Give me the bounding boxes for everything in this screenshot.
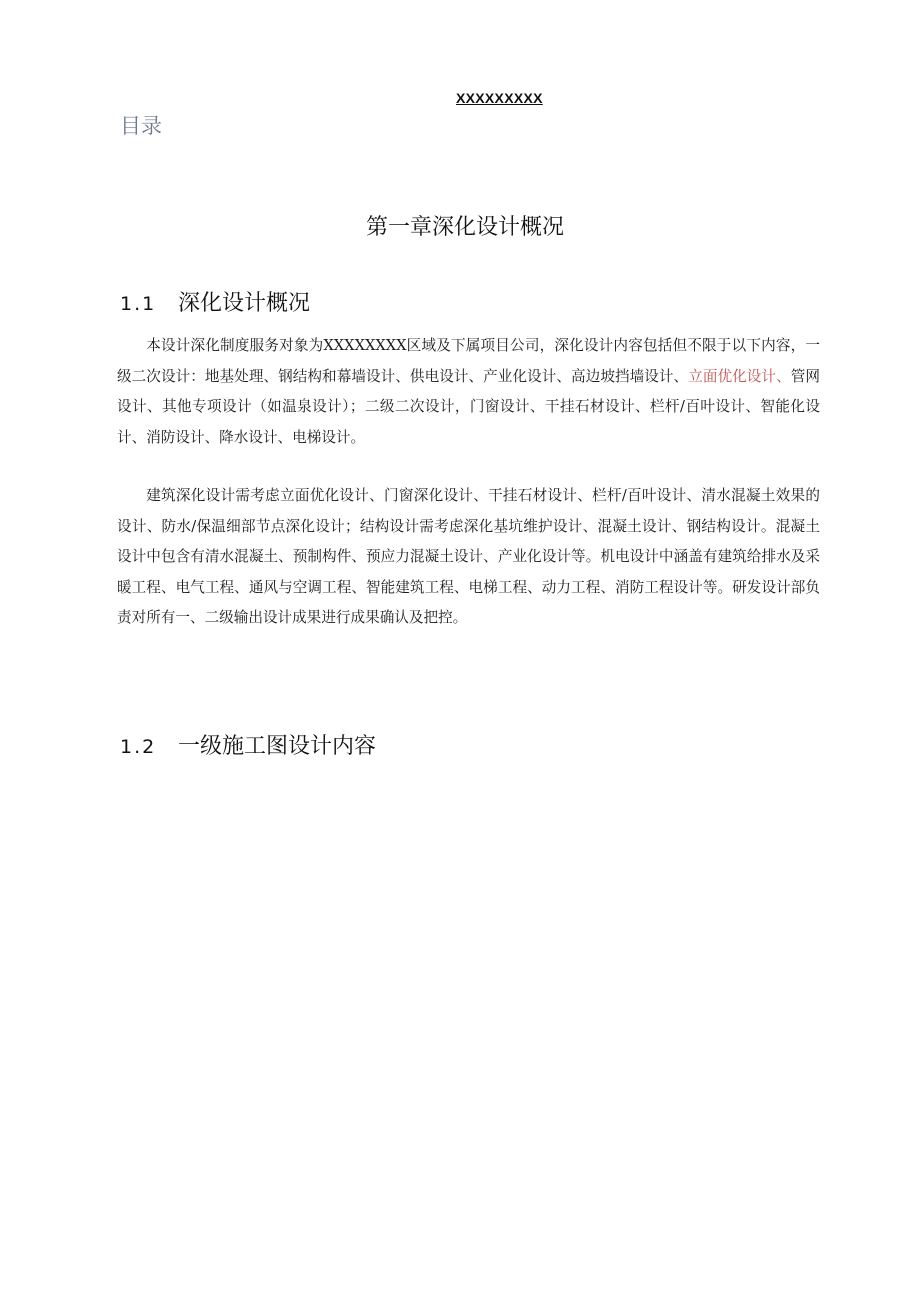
section-title: 深化设计概况 xyxy=(178,291,311,316)
paragraph-text: 管网设计、其他专项设计（如温泉设计）；二级二次设计，门窗设计、干挂石材设计、栏杆/百叶设计、智能化设计、消防设计、降水设计、电梯设计。 xyxy=(117,367,820,446)
paragraph-text: 本设计深化制度服务对象为XXXXXXXX区域及下属项目公司，深化设计内容包括但不限于以下内容，一级二次设计：地基处理、钢结构和幕墙设计、供电设计、产业化设计、高边坡挡墙设计、 xyxy=(117,337,820,385)
section-number: 1.2 xyxy=(120,736,157,758)
highlighted-text: 立面优化设计、 xyxy=(688,367,791,385)
section-heading-1-1 xyxy=(120,286,310,317)
toc-title: 目录 xyxy=(120,114,162,138)
section-heading-1-2 xyxy=(120,729,376,760)
section-title: 一级施工图设计内容 xyxy=(178,734,377,759)
chapter-title: 第一章深化设计概况 xyxy=(365,215,564,240)
document-header-code: XXXXXXXXX xyxy=(456,90,543,106)
paragraph-requirements: 建筑深化设计需考虑立面优化设计、门窗深化设计、干挂石材设计、栏杆/百叶设计、清水混凝土效果的设计、防水/保温细部节点深化设计；结构设计需考虑深化基坑维护设计、混凝土设计、钢结构设计。混凝土设计中包含有清水混凝土、预制构件、预应力混凝土设计、产业化设计等。机电设计中涵盖有建筑给排水及采暖工程、电气工程、通风与空调工程、智能建筑工程、电梯工程、动力工程、消防工程设计等。研发设计部负责对所有一、二级输出设计成果进行成果确认及把控。 xyxy=(117,487,820,627)
section-number: 1.1 xyxy=(120,293,157,315)
paragraph-scope xyxy=(117,331,820,453)
